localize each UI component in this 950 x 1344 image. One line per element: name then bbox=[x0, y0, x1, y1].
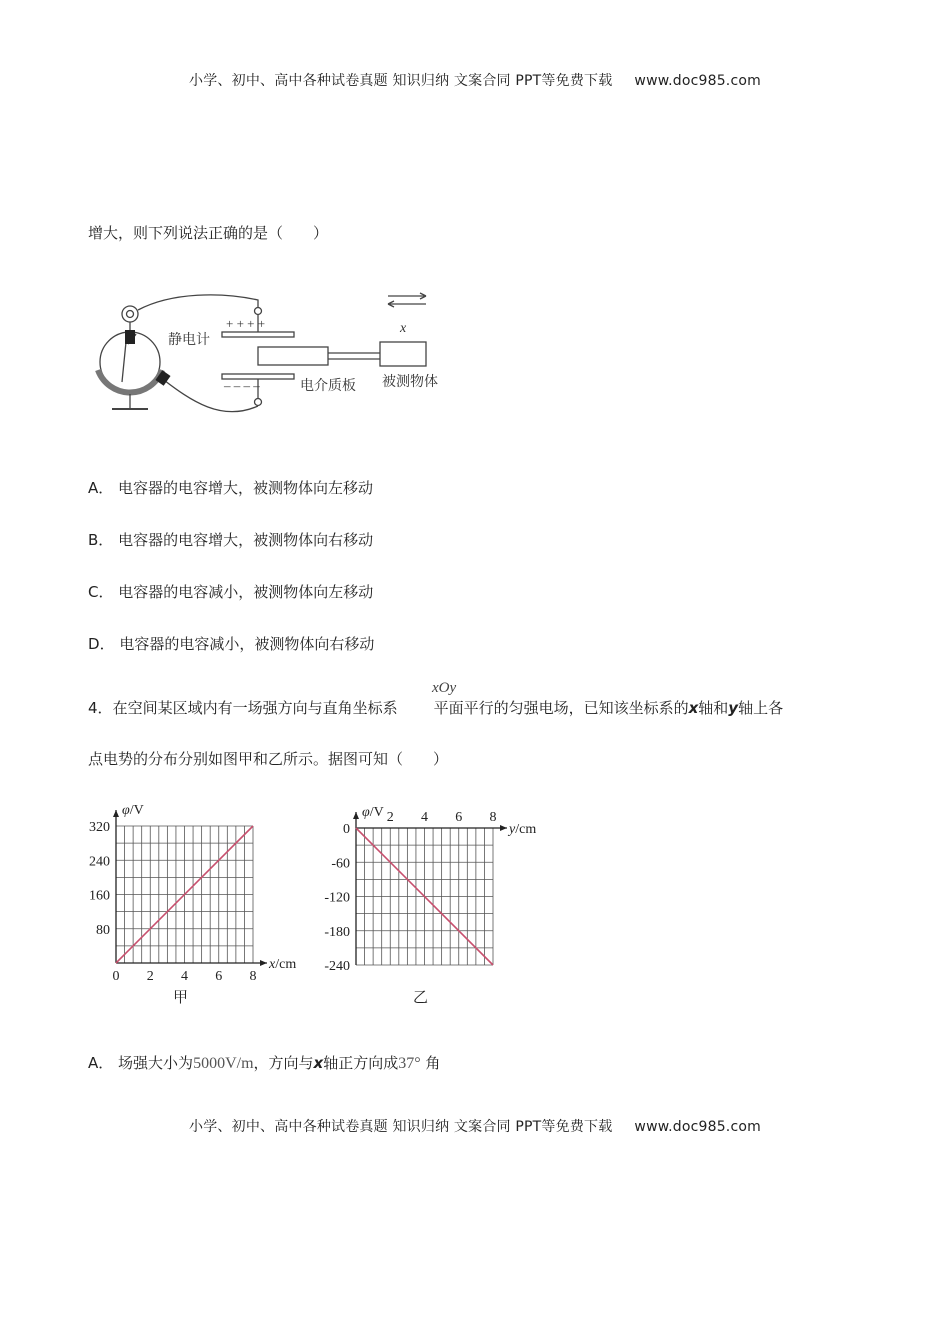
x-tick-label: 6 bbox=[455, 810, 463, 825]
page-footer bbox=[0, 1116, 950, 1136]
y-axis-label: φ/V bbox=[122, 803, 144, 818]
x-axis-arrow-icon bbox=[500, 825, 507, 831]
plus-signs: + + + + bbox=[226, 316, 266, 331]
page-header bbox=[0, 70, 950, 90]
q3-option-d[interactable]: D． 电容器的电容减小，被测物体向右移动 bbox=[88, 635, 375, 653]
x-axis-arrow-icon bbox=[260, 960, 267, 966]
y-axis-label: φ/V bbox=[362, 805, 384, 820]
q3-figure bbox=[92, 282, 472, 422]
footer-url: www.doc985.com bbox=[634, 1119, 761, 1135]
y-tick-label: -60 bbox=[331, 856, 350, 872]
displacement-x-label: x bbox=[400, 321, 407, 336]
y-tick-label: -240 bbox=[324, 959, 350, 974]
y-tick-label: -180 bbox=[324, 924, 350, 940]
q4-stem-line1: 4．在空间某区域内有一场强方向与直角坐标系 平面平行的匀强电场，已知该坐标系的x轴和y轴上各 bbox=[88, 699, 784, 717]
chart-caption: 乙 bbox=[412, 988, 429, 1006]
chart-caption: 甲 bbox=[172, 988, 189, 1006]
x-axis-label: y/cm bbox=[509, 822, 537, 837]
q3-option-a[interactable]: A． 电容器的电容增大，被测物体向左移动 bbox=[88, 479, 374, 497]
q4-option-a[interactable]: A． 场强大小为5000V/m，方向与x轴正方向成37° 角 bbox=[88, 1054, 441, 1072]
header-text: 小学、初中、高中各种试卷真题 知识归纳 文案合同 PPT等免费下载 bbox=[189, 73, 613, 89]
x-tick-label: 8 bbox=[489, 810, 497, 825]
dielectric-label: 电介质板 bbox=[300, 378, 356, 394]
x-tick-label: 2 bbox=[146, 969, 154, 984]
y-tick-label: -120 bbox=[324, 890, 350, 906]
electrometer-clip-icon bbox=[125, 330, 135, 344]
x-tick-label: 8 bbox=[249, 969, 257, 984]
y-tick-label: 160 bbox=[89, 888, 110, 904]
electrometer-label: 静电计 bbox=[168, 332, 210, 348]
object-label: 被测物体 bbox=[382, 374, 438, 390]
y-tick-label: 80 bbox=[96, 922, 110, 938]
x-axis-label: x/cm bbox=[269, 957, 297, 972]
y-tick-label: 0 bbox=[343, 822, 350, 837]
y-tick-label: 240 bbox=[89, 854, 110, 870]
coord-system-label: xOy bbox=[432, 680, 457, 696]
minus-signs: – – – – bbox=[224, 378, 260, 393]
q3-option-c[interactable]: C． 电容器的电容减小，被测物体向左移动 bbox=[88, 583, 374, 601]
chart-yi bbox=[318, 792, 568, 1008]
y-axis-arrow-icon bbox=[113, 810, 119, 817]
x-tick-label: 4 bbox=[181, 969, 188, 984]
y-tick-label: 320 bbox=[89, 820, 110, 835]
y-axis-arrow-icon bbox=[353, 812, 359, 819]
q4-stem-line2: 点电势的分布分别如图甲和乙所示。据图可知（ ） bbox=[88, 750, 449, 768]
q3-stem: 增大，则下列说法正确的是（ ） bbox=[88, 224, 329, 242]
header-url: www.doc985.com bbox=[634, 73, 761, 89]
footer-text: 小学、初中、高中各种试卷真题 知识归纳 文案合同 PPT等免费下载 bbox=[189, 1119, 613, 1135]
x-tick-label: 6 bbox=[215, 969, 223, 984]
q3-option-b[interactable]: B． 电容器的电容增大，被测物体向右移动 bbox=[88, 531, 374, 549]
chart-jia bbox=[84, 798, 314, 1008]
x-tick-label: 4 bbox=[421, 810, 428, 825]
x-tick-label: 0 bbox=[112, 969, 120, 984]
x-tick-label: 2 bbox=[386, 810, 394, 825]
